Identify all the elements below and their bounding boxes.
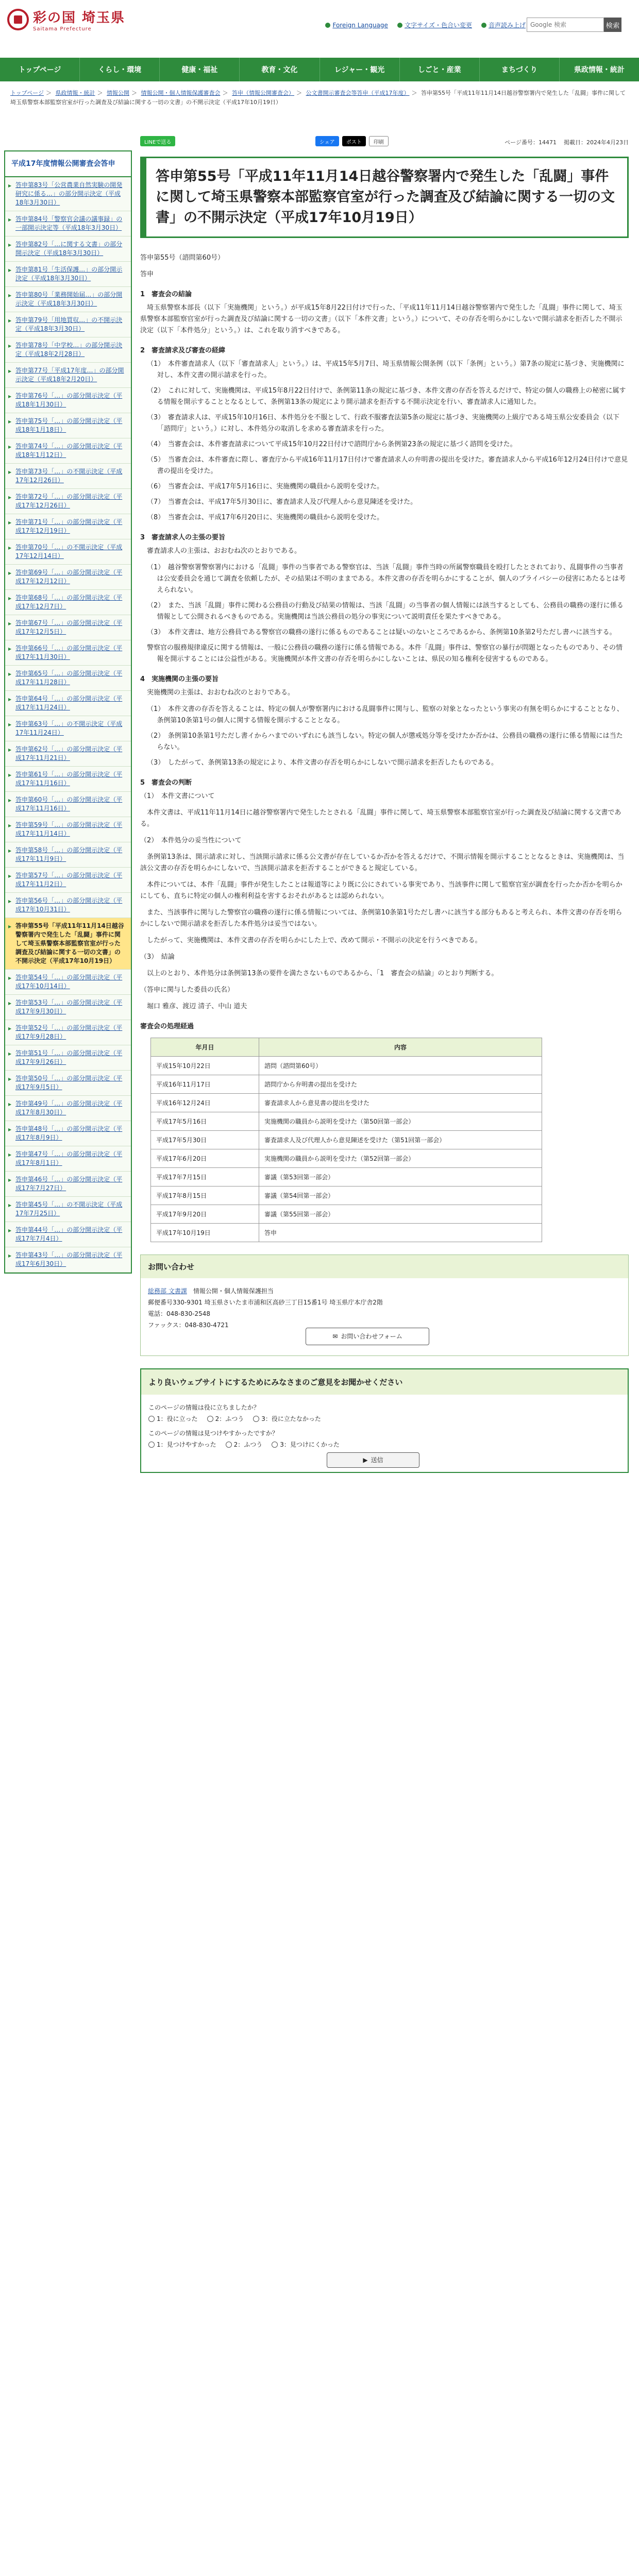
search-input[interactable] bbox=[527, 18, 604, 32]
sidebar-item[interactable] bbox=[5, 1172, 131, 1197]
contact-address: 郵便番号330-9301 埼玉県さいたま市浦和区高砂三丁目15番1号 埼玉県庁本庁舎2階 bbox=[148, 1299, 383, 1306]
list-item: （1） 越谷警察署警察署内における「乱闘」事件の当事者である警察官は、当該「乱闘」事件当時の所属警察職員を殴打したとされており、乱闘事件の当事者は公安委員会を通じて調査を依頼したが、その結果は不明のままである。本件文書の存否を明らかにすることが、個人のプライバシーの侵害にあたるとは考えられない。 bbox=[147, 564, 626, 594]
sidebar-item-label[interactable]: 答申第47号「…」の部分開示決定（平成17年8月1日） bbox=[15, 1150, 123, 1166]
sidebar-item-label[interactable]: 答申第59号「…」の部分開示決定（平成17年11月14日） bbox=[15, 821, 123, 837]
site-logo[interactable] bbox=[7, 7, 125, 32]
sidebar-item[interactable] bbox=[5, 817, 131, 842]
history-content: 審査請求人から意見書の提出を受けた bbox=[259, 1094, 542, 1112]
contact-box bbox=[140, 1255, 629, 1356]
section-heading: 3 審査請求人の主張の要旨 bbox=[140, 534, 226, 541]
list-item: （5） 当審査会は、本件審査に際し、審査庁から平成16年11月17日付けで審査請求人の弁明書の提出を受けた。審査請求人から平成16年12月24日付けで意見書の提出を受けた。 bbox=[147, 456, 628, 475]
globe-icon bbox=[325, 23, 330, 28]
history-content: 実施機関の職員から説明を受けた（第50回第一部会） bbox=[259, 1112, 542, 1131]
sidebar-item-label[interactable]: 答申第75号「…」の部分開示決定（平成18年1月18日） bbox=[15, 417, 123, 433]
sidebar-item[interactable] bbox=[5, 514, 131, 539]
sidebar-item[interactable] bbox=[5, 1222, 131, 1247]
section-items bbox=[140, 562, 629, 665]
site-search bbox=[527, 18, 621, 32]
paragraph: 以上のとおり、本件処分は条例第13条の要件を満たさないものであるから、「1 審査会の結論」のとおり判断する。 bbox=[147, 970, 498, 977]
speaker-icon bbox=[481, 23, 486, 28]
sidebar-item[interactable] bbox=[5, 970, 131, 995]
sidebar-item-label[interactable]: 答申第77号「平成17年度…」の部分開示決定（平成18年2月20日） bbox=[15, 367, 124, 383]
history-date: 平成17年8月15日 bbox=[151, 1187, 259, 1205]
search-button[interactable]: 検索 bbox=[604, 18, 621, 32]
text-size-icon bbox=[397, 23, 402, 28]
sidebar-item-label[interactable]: 答申第65号「…」の部分開示決定（平成17年11月28日） bbox=[15, 670, 123, 686]
table-row bbox=[151, 1149, 542, 1168]
nav-work[interactable]: しごと・産業 bbox=[400, 58, 480, 81]
survey-question-1: このページの情報は役に立ちましたか？ bbox=[148, 1404, 260, 1411]
sidebar-item[interactable] bbox=[5, 236, 131, 262]
sidebar-item-label[interactable]: 答申第50号「…」の部分開示決定（平成17年9月5日） bbox=[15, 1075, 123, 1091]
radio-icon[interactable] bbox=[207, 1416, 213, 1422]
sidebar-item[interactable] bbox=[5, 615, 131, 640]
history-col-content: 内容 bbox=[259, 1038, 542, 1057]
sidebar-item-label[interactable]: 答申第83号「公営農業自然実験の開発研究に係る…」の部分開示決定（平成18年3月30日） bbox=[15, 181, 123, 206]
radio-icon[interactable] bbox=[226, 1442, 232, 1448]
nav-education[interactable]: 教育・文化 bbox=[240, 58, 320, 81]
sidebar-item-label[interactable]: 答申第58号「…」の部分開示決定（平成17年11月9日） bbox=[15, 846, 123, 862]
table-row bbox=[151, 1205, 542, 1224]
sidebar-item[interactable] bbox=[5, 211, 131, 236]
sidebar-item[interactable] bbox=[5, 539, 131, 565]
table-row bbox=[151, 1131, 542, 1149]
sidebar-item-current[interactable] bbox=[5, 918, 131, 970]
main-content bbox=[140, 134, 629, 1473]
table-row bbox=[151, 1057, 542, 1075]
sidebar-item[interactable] bbox=[5, 640, 131, 666]
history-content: 審議（第54回第一部会） bbox=[259, 1187, 542, 1205]
history-date: 平成15年10月22日 bbox=[151, 1057, 259, 1075]
q2-option-2[interactable] bbox=[226, 1439, 263, 1450]
radio-icon[interactable] bbox=[148, 1416, 155, 1422]
sidebar-item-label[interactable]: 答申第52号「…」の部分開示決定（平成17年9月28日） bbox=[15, 1024, 123, 1040]
sidebar-item-label[interactable]: 答申第70号「…」の不開示決定（平成17年12月14日） bbox=[15, 544, 123, 560]
history-content: 答申 bbox=[259, 1224, 542, 1242]
sidebar-item[interactable] bbox=[5, 1247, 131, 1273]
history-table bbox=[150, 1038, 542, 1242]
mail-icon: ✉ bbox=[332, 1333, 338, 1340]
table-row bbox=[151, 1112, 542, 1131]
section-heading: 1 審査会の結論 bbox=[140, 291, 192, 298]
sidebar-item-label[interactable]: 答申第61号「…」の部分開示決定（平成17年11月16日） bbox=[15, 771, 123, 787]
history-content: 実施機関の職員から説明を受けた（第52回第一部会） bbox=[259, 1149, 542, 1168]
sidebar-item[interactable] bbox=[5, 1197, 131, 1222]
sub-heading: （3） 結論 bbox=[140, 953, 175, 961]
breadcrumb-link[interactable]: 県政情報・統計 bbox=[55, 90, 95, 96]
nav-town[interactable]: まちづくり bbox=[480, 58, 560, 81]
history-content: 審査請求人及び代理人から意見陳述を受けた（第51回第一部会） bbox=[259, 1131, 542, 1149]
list-item: （4） 当審査会は、本件審査請求について平成15年10月22日付けで諮問庁から条例第23条の規定に基づく諮問を受けた。 bbox=[147, 440, 517, 448]
table-row bbox=[151, 1075, 542, 1094]
foreign-language-label[interactable]: Foreign Language bbox=[332, 21, 388, 29]
breadcrumb-link[interactable]: 公文書開示審査会等答申（平成17年度） bbox=[306, 90, 410, 96]
radio-icon[interactable] bbox=[272, 1442, 278, 1448]
sidebar-item-label[interactable]: 答申第57号「…」の部分開示決定（平成17年11月2日） bbox=[15, 872, 123, 888]
utility-links bbox=[325, 21, 526, 29]
x-post-button[interactable]: ポスト bbox=[342, 136, 366, 146]
contact-form-label: お問い合わせフォーム bbox=[341, 1333, 402, 1340]
q2-option-1[interactable] bbox=[148, 1439, 216, 1450]
share-bar bbox=[140, 134, 629, 149]
sidebar-item[interactable] bbox=[5, 868, 131, 893]
font-color-label[interactable]: 文字サイズ・色合い変更 bbox=[404, 22, 472, 29]
q1-option-2[interactable] bbox=[207, 1413, 244, 1425]
sidebar-item[interactable] bbox=[5, 1096, 131, 1121]
q1-option-3-label: 3：役に立たなかった bbox=[261, 1415, 321, 1422]
global-nav bbox=[0, 58, 639, 81]
nav-life[interactable]: くらし・環境 bbox=[80, 58, 160, 81]
history-date: 平成16年12月24日 bbox=[151, 1094, 259, 1112]
breadcrumb-link[interactable]: トップページ bbox=[10, 90, 44, 96]
list-item: （6） 当審査会は、平成17年5月16日に、実施機関の職員から説明を受けた。 bbox=[147, 483, 384, 490]
radio-icon[interactable] bbox=[253, 1416, 259, 1422]
list-item: （8） 当審査会は、平成17年6月20日に、実施機関の職員から説明を受けた。 bbox=[147, 514, 384, 521]
print-button[interactable]: 印刷 bbox=[369, 136, 389, 146]
sidebar-item[interactable] bbox=[5, 1020, 131, 1045]
sidebar-item[interactable] bbox=[5, 1045, 131, 1071]
list-item: （2） また、当該「乱闘」事件に関わる公務員の行動及び結果の情報は、当該「乱闘」の当事者の個人情報には該当するとしても、公務員の職務の遂行に係る情報として公開されるべきものである。実施機関は当該公務員の処分の事実について説明責任を果たすべきである。 bbox=[147, 602, 624, 621]
history-content: 審議（第53回第一部会） bbox=[259, 1168, 542, 1187]
logo-subtitle: Saitama Prefecture bbox=[33, 26, 92, 32]
sidebar-item-label[interactable]: 答申第82号「…に関する文書」の部分開示決定（平成18年3月30日） bbox=[15, 241, 123, 257]
paragraph: 審査請求人の主張は、おおむね次のとおりである。 bbox=[147, 547, 301, 555]
sidebar-item-label[interactable]: 答申第56号「…」の部分開示決定（平成17年10月31日） bbox=[15, 897, 123, 913]
nav-top[interactable]: トップページ bbox=[0, 58, 80, 81]
nav-leisure[interactable]: レジャー・観光 bbox=[320, 58, 400, 81]
sidebar-item-label[interactable]: 答申第81号「生活保護…」の部分開示決定（平成18年3月30日） bbox=[15, 266, 123, 282]
breadcrumb-link[interactable]: 情報公開・個人情報保護審査会 bbox=[141, 90, 221, 96]
history-date: 平成17年5月16日 bbox=[151, 1112, 259, 1131]
paragraph: 条例第13条は、開示請求に対し、当該開示請求に係る公文書が存在しているか否かを答えるだけで、不開示情報を開示することとなるときは、実施機関は、当該公文書の存否を明らかにしないで、当該開示請求を拒否することができると規定している。 bbox=[140, 853, 625, 872]
q2-option-2-label: 2：ふつう bbox=[233, 1441, 263, 1448]
sidebar-item-label[interactable]: 答申第80号「業務開始届…」の部分開示決定（平成18年3月30日） bbox=[15, 291, 123, 307]
paragraph: 実施機関の主張は、おおむね次のとおりである。 bbox=[147, 689, 295, 697]
history-content: 審議（第55回第一部会） bbox=[259, 1205, 542, 1224]
sidebar-item[interactable] bbox=[5, 893, 131, 918]
breadcrumb: トップページ ＞ 県政情報・統計 ＞ 情報公開 ＞ 情報公開・個人情報保護審査会 ＞ 答申（情報公開審査会） ＞ 公文書開示審査会等答申（平成17年度） ＞ 答申第55号「平成11年11月14日越谷警察署内で発生した「乱闘」事件に関して埼玉県警察本部監察官室が行った調査及び結論に関する一切の文書」の不開示決定（平成17年10月19日） bbox=[10, 90, 626, 106]
contact-fax: ファックス：048-830-4721 bbox=[148, 1321, 229, 1329]
sidebar-item[interactable] bbox=[5, 666, 131, 691]
sidebar-item[interactable] bbox=[5, 1071, 131, 1096]
sidebar-item[interactable] bbox=[5, 262, 131, 287]
sidebar-item[interactable] bbox=[5, 590, 131, 615]
nav-health[interactable]: 健康・福祉 bbox=[160, 58, 240, 81]
list-item: （2） これに対して、実施機関は、平成15年8月22日付けで、条例第11条の規定に基づき、本件文書の存否を答えるだけで、特定の個人の職務上の秘密に属する情報を開示することとなるとして、条例第13条の規定により開示請求を拒否する不開示決定を行い、審査請求人に通知した。 bbox=[147, 387, 626, 406]
history-date: 平成17年7月15日 bbox=[151, 1168, 259, 1187]
section-items bbox=[140, 359, 629, 523]
section-heading: 5 審査会の判断 bbox=[140, 779, 192, 787]
contact-tel: 電話：048-830-2548 bbox=[148, 1310, 211, 1317]
sidebar-item[interactable] bbox=[5, 337, 131, 363]
sidebar-item[interactable] bbox=[5, 388, 131, 413]
sidebar-item[interactable] bbox=[5, 1146, 131, 1172]
sidebar-item[interactable] bbox=[5, 767, 131, 792]
sidebar-item[interactable] bbox=[5, 842, 131, 868]
history-date: 平成17年9月20日 bbox=[151, 1205, 259, 1224]
contact-title: お問い合わせ bbox=[141, 1255, 628, 1278]
paragraph: 本件文書は、平成11年11月14日に越谷警察署内で発生したとされる「乱闘」事件に関して、埼玉県警察本部監察官室が行った調査及び結論に関する文書である。 bbox=[140, 809, 621, 828]
nav-government[interactable]: 県政情報・統計 bbox=[574, 66, 625, 74]
list-item: （2） 条例第10条第1号ただし書イからハまでのいずれにも該当しない。特定の個人が懲戒処分等を受けたか否かは、公務員の職務の遂行に係る情報には当たらない。 bbox=[147, 732, 623, 751]
q2-option-1-label: 1：見つけやすかった bbox=[157, 1441, 216, 1448]
sidebar-item[interactable] bbox=[5, 1121, 131, 1146]
sidebar-item-label[interactable]: 答申第67号「…」の部分開示決定（平成17年12月5日） bbox=[15, 619, 123, 635]
sidebar-item[interactable] bbox=[5, 489, 131, 514]
table-row bbox=[151, 1094, 542, 1112]
sidebar-item[interactable] bbox=[5, 792, 131, 817]
sidebar-item-label[interactable]: 答申第43号「…」の部分開示決定（平成17年6月30日） bbox=[15, 1251, 123, 1267]
sidebar-item-label[interactable]: 答申第84号「警察官会議の議事録」の一部開示決定等（平成18年3月30日） bbox=[15, 215, 123, 231]
list-item: （3） 審査請求人は、平成15年10月16日、本件処分を不服として、行政不服審査法第5条の規定に基づき、実施機関の上級庁である埼玉県公安委員会（以下「諮問庁」という。）に対し、本件処分の取消しを求める審査請求を行った。 bbox=[147, 414, 619, 433]
sidebar-item[interactable] bbox=[5, 363, 131, 388]
sidebar-item-label[interactable]: 答申第63号「…」の不開示決定（平成17年11月24日） bbox=[15, 720, 123, 736]
q1-option-1-label: 1：役に立った bbox=[157, 1415, 198, 1422]
sidebar-item-label[interactable]: 答申第48号「…」の部分開示決定（平成17年8月9日） bbox=[15, 1125, 123, 1141]
list-item: （7） 当審査会は、平成17年5月30日に、審査請求人及び代理人から意見陳述を受けた。 bbox=[147, 498, 417, 506]
section-heading: 2 審査請求及び審査の経緯 bbox=[140, 347, 226, 354]
q2-option-3-label: 3：見つけにくかった bbox=[280, 1441, 340, 1448]
contact-dept-sub: 情報公開・個人情報保護担当 bbox=[193, 1287, 274, 1295]
history-date: 平成16年11月17日 bbox=[151, 1075, 259, 1094]
history-content: 諮問（諮問第60号） bbox=[259, 1057, 542, 1075]
page-id: ページ番号：14471 bbox=[505, 139, 557, 146]
list-item: 警察官の服務規律違反に関する情報は、一般に公務員の職務の遂行に係る情報である。本件「乱闘」事件は、警察官の暴行が問題となったものであり、その情報を開示することには公益性がある。実施機関が本件文書の存否を明らかにしないことは、県民の知る権利を侵害するものである。 bbox=[147, 644, 623, 663]
sub-heading: （2） 本件処分の妥当性について bbox=[140, 837, 242, 844]
sidebar-item[interactable] bbox=[5, 287, 131, 312]
paragraph: また、当該事件に関与した警察官の職務の遂行に係る情報については、条例第10条第1号ただし書ハに該当する部分もあると考えられ、本件文書の存否を明らかにしないで開示請求を拒否した本件処分は妥当ではない。 bbox=[140, 909, 623, 928]
sidebar-title[interactable]: 平成17年度情報公開審査会答申 bbox=[5, 151, 131, 177]
table-row bbox=[151, 1168, 542, 1187]
history-date: 平成17年10月19日 bbox=[151, 1224, 259, 1242]
q1-option-2-label: 2：ふつう bbox=[215, 1415, 244, 1422]
sub-heading: （1） 本件文書について bbox=[140, 792, 215, 800]
section-heading: 4 実施機関の主張の要旨 bbox=[140, 675, 219, 683]
sidebar-item[interactable] bbox=[5, 565, 131, 590]
sidebar-item[interactable] bbox=[5, 177, 131, 211]
font-color-link[interactable] bbox=[397, 21, 472, 29]
sidebar-item[interactable] bbox=[5, 691, 131, 716]
sidebar-item-label[interactable]: 答申第69号「…」の部分開示決定（平成17年12月12日） bbox=[15, 569, 123, 585]
prefecture-emblem-icon bbox=[7, 9, 29, 30]
speech-label[interactable]: 音声読み上げ bbox=[488, 22, 526, 29]
sidebar-item-label[interactable]: 答申第53号「…」の部分開示決定（平成17年9月30日） bbox=[15, 999, 123, 1015]
breadcrumb-link[interactable]: 答申（情報公開審査会） bbox=[232, 90, 295, 96]
paragraph: 埼玉県警察本部長（以下「実施機関」という。）が平成15年8月22日付けで行った、「平成11年11月14日越谷警察署内で発生した「乱闘」事件に関して、埼玉県警察本部監察官室が行った調査及び結論に関する一切の文書」（以下「本件文書」という。）について、その存否を明らかにしないで開示請求を拒否した不開示決定（以下「本件処分」という。）は、これを取り消すべきである。 bbox=[140, 304, 623, 334]
sidebar-item-label[interactable]: 答申第76号「…」の部分開示決定（平成18年1月30日） bbox=[15, 392, 123, 408]
logo-text: 彩の国 埼玉県 bbox=[33, 10, 126, 26]
sidebar-item-label[interactable]: 答申第45号「…」の不開示決定（平成17年7月25日） bbox=[15, 1201, 123, 1217]
report-number: 答申第55号（諮問第60号） bbox=[140, 254, 225, 262]
line-share-button[interactable]: LINEで送る bbox=[140, 136, 175, 146]
paragraph: 本件については、本件「乱闘」事件が発生したことは報道等により既に公にされている事実であり、当該事件に関して監察官室が調査を行ったか否かを明らかにしても、直ちに特定の個人の権利利益を害するおそれがあるとは認められない。 bbox=[140, 881, 623, 900]
list-item: （3） 本件文書は、地方公務員である警察官の職務の遂行に係るものであることは疑いのないところであるから、条例第10条第2号ただし書ハに該当する。 bbox=[147, 629, 616, 636]
contact-dept-link[interactable]: 総務部 文書課 bbox=[148, 1287, 187, 1295]
q2-option-3[interactable] bbox=[272, 1439, 340, 1450]
breadcrumb-link[interactable]: 情報公開 bbox=[107, 90, 130, 96]
sidebar-item[interactable] bbox=[5, 995, 131, 1020]
page-title: 答申第55号「平成11年11月14日越谷警察署内で発生した「乱闘」事件に関して埼玉県警察本部監察官室が行った調査及び結論に関する一切の文書」の不開示決定（平成17年10月19日） bbox=[140, 157, 629, 238]
sidebar-list bbox=[5, 177, 131, 1273]
sidebar-item-label[interactable]: 答申第74号「…」の部分開示決定（平成18年1月12日） bbox=[15, 443, 123, 459]
table-row bbox=[151, 1224, 542, 1242]
sidebar-item-label[interactable]: 答申第68号「…」の部分開示決定（平成17年12月7日） bbox=[15, 594, 123, 610]
sidebar-item-label[interactable]: 答申第49号「…」の部分開示決定（平成17年8月30日） bbox=[15, 1100, 123, 1116]
q1-option-1[interactable] bbox=[148, 1413, 198, 1425]
paragraph: したがって、実施機関は、本件文書の存否を明らかにした上で、改めて開示・不開示の決定を行うべきである。 bbox=[147, 937, 482, 944]
site-header bbox=[0, 0, 639, 58]
sidebar-item-label[interactable]: 答申第72号「…」の部分開示決定（平成17年12月26日） bbox=[15, 493, 123, 509]
facebook-share-button[interactable]: シェア bbox=[315, 136, 339, 146]
sidebar-item-label[interactable]: 答申第51号「…」の部分開示決定（平成17年9月26日） bbox=[15, 1049, 123, 1065]
arrow-right-icon: ▶ bbox=[363, 1456, 368, 1464]
sidebar-item-label[interactable]: 答申第66号「…」の部分開示決定（平成17年11月30日） bbox=[15, 645, 123, 660]
sidebar-item-label[interactable]: 答申第78号「中学校…」の部分開示決定（平成18年2月28日） bbox=[15, 342, 123, 358]
table-row bbox=[151, 1187, 542, 1205]
sidebar-item[interactable] bbox=[5, 438, 131, 464]
member-names: 堀口 雅彦、渡辺 清子、中山 道夫 bbox=[147, 1003, 247, 1010]
sidebar-item-label[interactable]: 答申第71号「…」の部分開示決定（平成17年12月19日） bbox=[15, 518, 123, 534]
sidebar-item-label[interactable]: 答申第62号「…」の部分開示決定（平成17年11月21日） bbox=[15, 745, 123, 761]
sidebar-item-label[interactable]: 答申第46号「…」の部分開示決定（平成17年7月27日） bbox=[15, 1176, 123, 1192]
section-items bbox=[140, 704, 629, 769]
sidebar-item[interactable] bbox=[5, 464, 131, 489]
report-label: 答申 bbox=[140, 270, 154, 278]
updated-date: 掲載日：2024年4月23日 bbox=[564, 139, 629, 146]
survey-send-button[interactable] bbox=[327, 1452, 419, 1468]
speech-link[interactable] bbox=[481, 21, 526, 29]
history-heading: 審査会の処理経過 bbox=[140, 1023, 194, 1030]
survey-send-label: 送信 bbox=[371, 1456, 383, 1464]
history-content: 諮問庁から弁明書の提出を受けた bbox=[259, 1075, 542, 1094]
sidebar bbox=[4, 150, 132, 1274]
survey-title: より良いウェブサイトにするためにみなさまのご意見をお聞かせください bbox=[141, 1369, 628, 1395]
sidebar-item-label[interactable]: 答申第79号「用地買収…」の不開示決定（平成18年3月30日） bbox=[15, 316, 123, 332]
radio-icon[interactable] bbox=[148, 1442, 155, 1448]
q1-option-3[interactable] bbox=[253, 1413, 321, 1425]
sidebar-item-label[interactable]: 答申第73号「…」の不開示決定（平成17年12月26日） bbox=[15, 468, 123, 484]
sidebar-item[interactable] bbox=[5, 716, 131, 741]
history-date: 平成17年6月20日 bbox=[151, 1149, 259, 1168]
survey-question-2: このページの情報は見つけやすかったですか？ bbox=[148, 1430, 278, 1437]
sidebar-item[interactable] bbox=[5, 312, 131, 337]
sidebar-item[interactable] bbox=[5, 413, 131, 438]
foreign-language-link[interactable] bbox=[325, 21, 388, 29]
sidebar-item-label[interactable]: 答申第44号「…」の部分開示決定（平成17年7月4日） bbox=[15, 1226, 123, 1242]
sidebar-item-label[interactable]: 答申第54号「…」の部分開示決定（平成17年10月14日） bbox=[15, 974, 123, 990]
breadcrumb-current: 答申第55号「平成11年11月14日越谷警察署内で発生した「乱闘」事件に関して埼玉県警察本部監察官室が行った調査及び結論に関する一切の文書」の不開示決定（平成17年10月19日） bbox=[10, 90, 626, 106]
sidebar-item-label: 答申第55号「平成11年11月14日越谷警察署内で発生した「乱闘」事件に関して埼玉県警察本部監察官室が行った調査及び結論に関する一切の文書」の不開示決定（平成17年10月19日） bbox=[15, 922, 124, 964]
sidebar-item-label[interactable]: 答申第64号「…」の部分開示決定（平成17年11月24日） bbox=[15, 695, 123, 711]
sidebar-item[interactable] bbox=[5, 741, 131, 767]
history-date: 平成17年5月30日 bbox=[151, 1131, 259, 1149]
sidebar-item-label[interactable]: 答申第60号「…」の部分開示決定（平成17年11月16日） bbox=[15, 796, 123, 812]
history-col-date: 年月日 bbox=[151, 1038, 259, 1057]
members-heading: （答申に関与した委員の氏名） bbox=[140, 986, 234, 994]
list-item: （3） したがって、条例第13条の規定により、本件文書の存否を明らかにしないで開示請求を拒否したものである。 bbox=[147, 759, 498, 767]
survey-box bbox=[140, 1368, 629, 1473]
list-item: （1） 本件文書の存否を答えることは、特定の個人が警察署内における乱闘事件に関与し、監察の対象となったという事実の有無を明らかにすることとなり、条例第10条第1号の個人に関する情報を開示することとなる。 bbox=[147, 705, 624, 724]
list-item: （1） 本件審査請求人（以下「審査請求人」という。）は、平成15年5月7日、埼玉県情報公開条例（以下「条例」という。）第7条の規定に基づき、実施機関に対し、本件文書の開示請求を行った。 bbox=[147, 360, 625, 379]
contact-form-button[interactable] bbox=[306, 1328, 429, 1345]
